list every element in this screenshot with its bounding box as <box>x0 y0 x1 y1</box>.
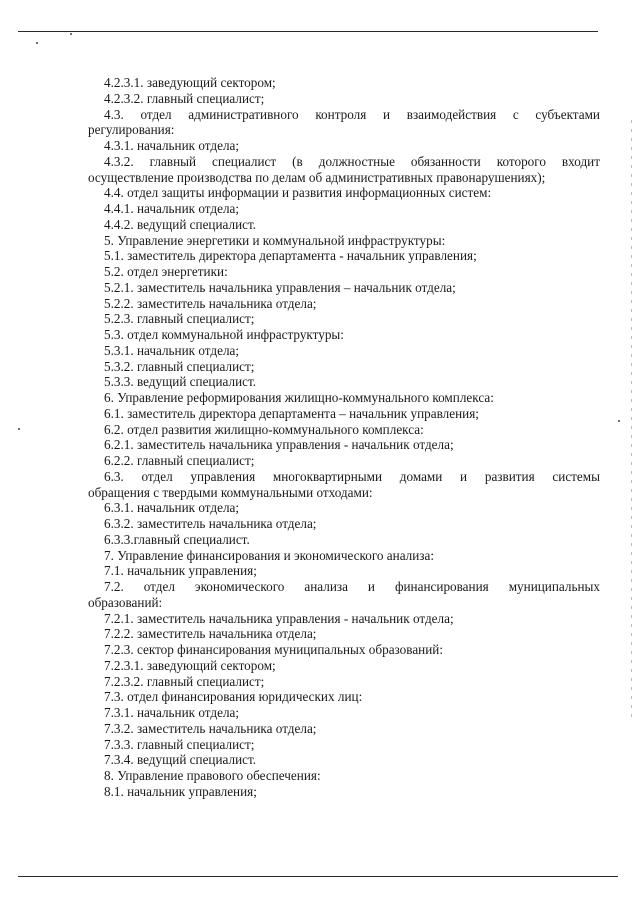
document-line: 6.2.1. заместитель начальника управления - начальник отдела; <box>104 437 454 453</box>
document-line: 7.3.4. ведущий специалист. <box>104 752 257 768</box>
document-line: 7. Управление финансирования и экономического анализа: <box>104 547 435 563</box>
document-line: 5.2.3. главный специалист; <box>104 311 255 327</box>
document-line: 7.2. отдел экономического анализа и финансирования муниципальных <box>104 579 600 594</box>
document-line: 4.3.2. главный специалист (в должностные обязанности которого входит <box>104 153 600 169</box>
document-line: 6.3.2. заместитель начальника отдела; <box>104 516 317 531</box>
scan-speck <box>70 33 72 35</box>
document-line: 4.3.1. начальник отдела; <box>104 138 240 153</box>
bottom-rule <box>18 876 618 877</box>
document-line: 7.3.2. заместитель начальника отдела; <box>104 720 317 736</box>
document-body <box>88 75 600 800</box>
document-line: 5.1. заместитель директора департамента - начальник управления; <box>104 248 477 264</box>
document-line: 4.4.1. начальник отдела; <box>104 201 240 216</box>
document-line: 8.1. начальник управления; <box>104 783 257 799</box>
document-line: 7.3.3. главный специалист; <box>104 736 255 752</box>
document-line: 7.2.3. сектор финансирования муниципальных образований: <box>104 642 444 657</box>
document-line: 6.1. заместитель директора департамента – начальник управления; <box>104 405 479 421</box>
scan-speck <box>18 428 20 430</box>
document-line: 6.3.3.главный специалист. <box>104 531 250 547</box>
document-line: 5.3. отдел коммунальной инфраструктуры: <box>104 327 344 342</box>
scan-edge-mark <box>631 120 632 720</box>
document-line: 5.3.3. ведущий специалист. <box>104 374 257 390</box>
document-line: 4.4. отдел защиты информации и развития информационных систем: <box>104 185 492 201</box>
document-line: образований: <box>88 594 163 610</box>
document-line: 5.2. отдел энергетики: <box>104 264 228 279</box>
document-line: 6.3. отдел управления многоквартирными домами и развития системы <box>104 468 600 484</box>
document-line: 7.2.3.1. заведующий сектором; <box>104 657 276 673</box>
top-rule <box>18 31 598 32</box>
document-line: 8. Управление правового обеспечения: <box>104 768 321 783</box>
document-line: 4.3. отдел административного контроля и взаимодействия с субъектами <box>104 106 600 122</box>
document-line: осуществление производства по делам об административных правонарушениях); <box>88 169 546 185</box>
document-line: 6.3.1. начальник отдела; <box>104 500 240 516</box>
document-line: 4.2.3.2. главный специалист; <box>104 90 265 106</box>
document-line: 4.2.3.1. заведующий сектором; <box>104 75 276 90</box>
document-line: 5.2.1. заместитель начальника управления – начальник отдела; <box>104 279 456 295</box>
document-line: 6.2. отдел развития жилищно-коммунального комплекса: <box>104 421 424 437</box>
document-line: 7.3.1. начальник отдела; <box>104 705 240 720</box>
document-line: 7.1. начальник управления; <box>104 563 257 579</box>
document-line: 7.3. отдел финансирования юридических лиц: <box>104 689 363 705</box>
document-line: 6.2.2. главный специалист; <box>104 453 255 468</box>
document-line: 5.2.2. заместитель начальника отдела; <box>104 295 317 311</box>
document-line: 6. Управление реформирования жилищно-коммунального комплекса: <box>104 390 494 405</box>
document-line: 7.2.2. заместитель начальника отдела; <box>104 626 317 642</box>
document-line: регулирования: <box>88 122 175 138</box>
document-line: обращения с твердыми коммунальными отходами: <box>88 484 373 500</box>
document-line: 7.2.3.2. главный специалист; <box>104 673 265 689</box>
document-line: 7.2.1. заместитель начальника управления - начальник отдела; <box>104 610 454 626</box>
scan-speck <box>36 42 38 44</box>
document-line: 5. Управление энергетики и коммунальной инфраструктуры: <box>104 232 446 248</box>
document-line: 4.4.2. ведущий специалист. <box>104 216 257 232</box>
document-line: 5.3.1. начальник отдела; <box>104 342 240 358</box>
scan-speck <box>618 420 620 422</box>
document-line: 5.3.2. главный специалист; <box>104 358 255 374</box>
